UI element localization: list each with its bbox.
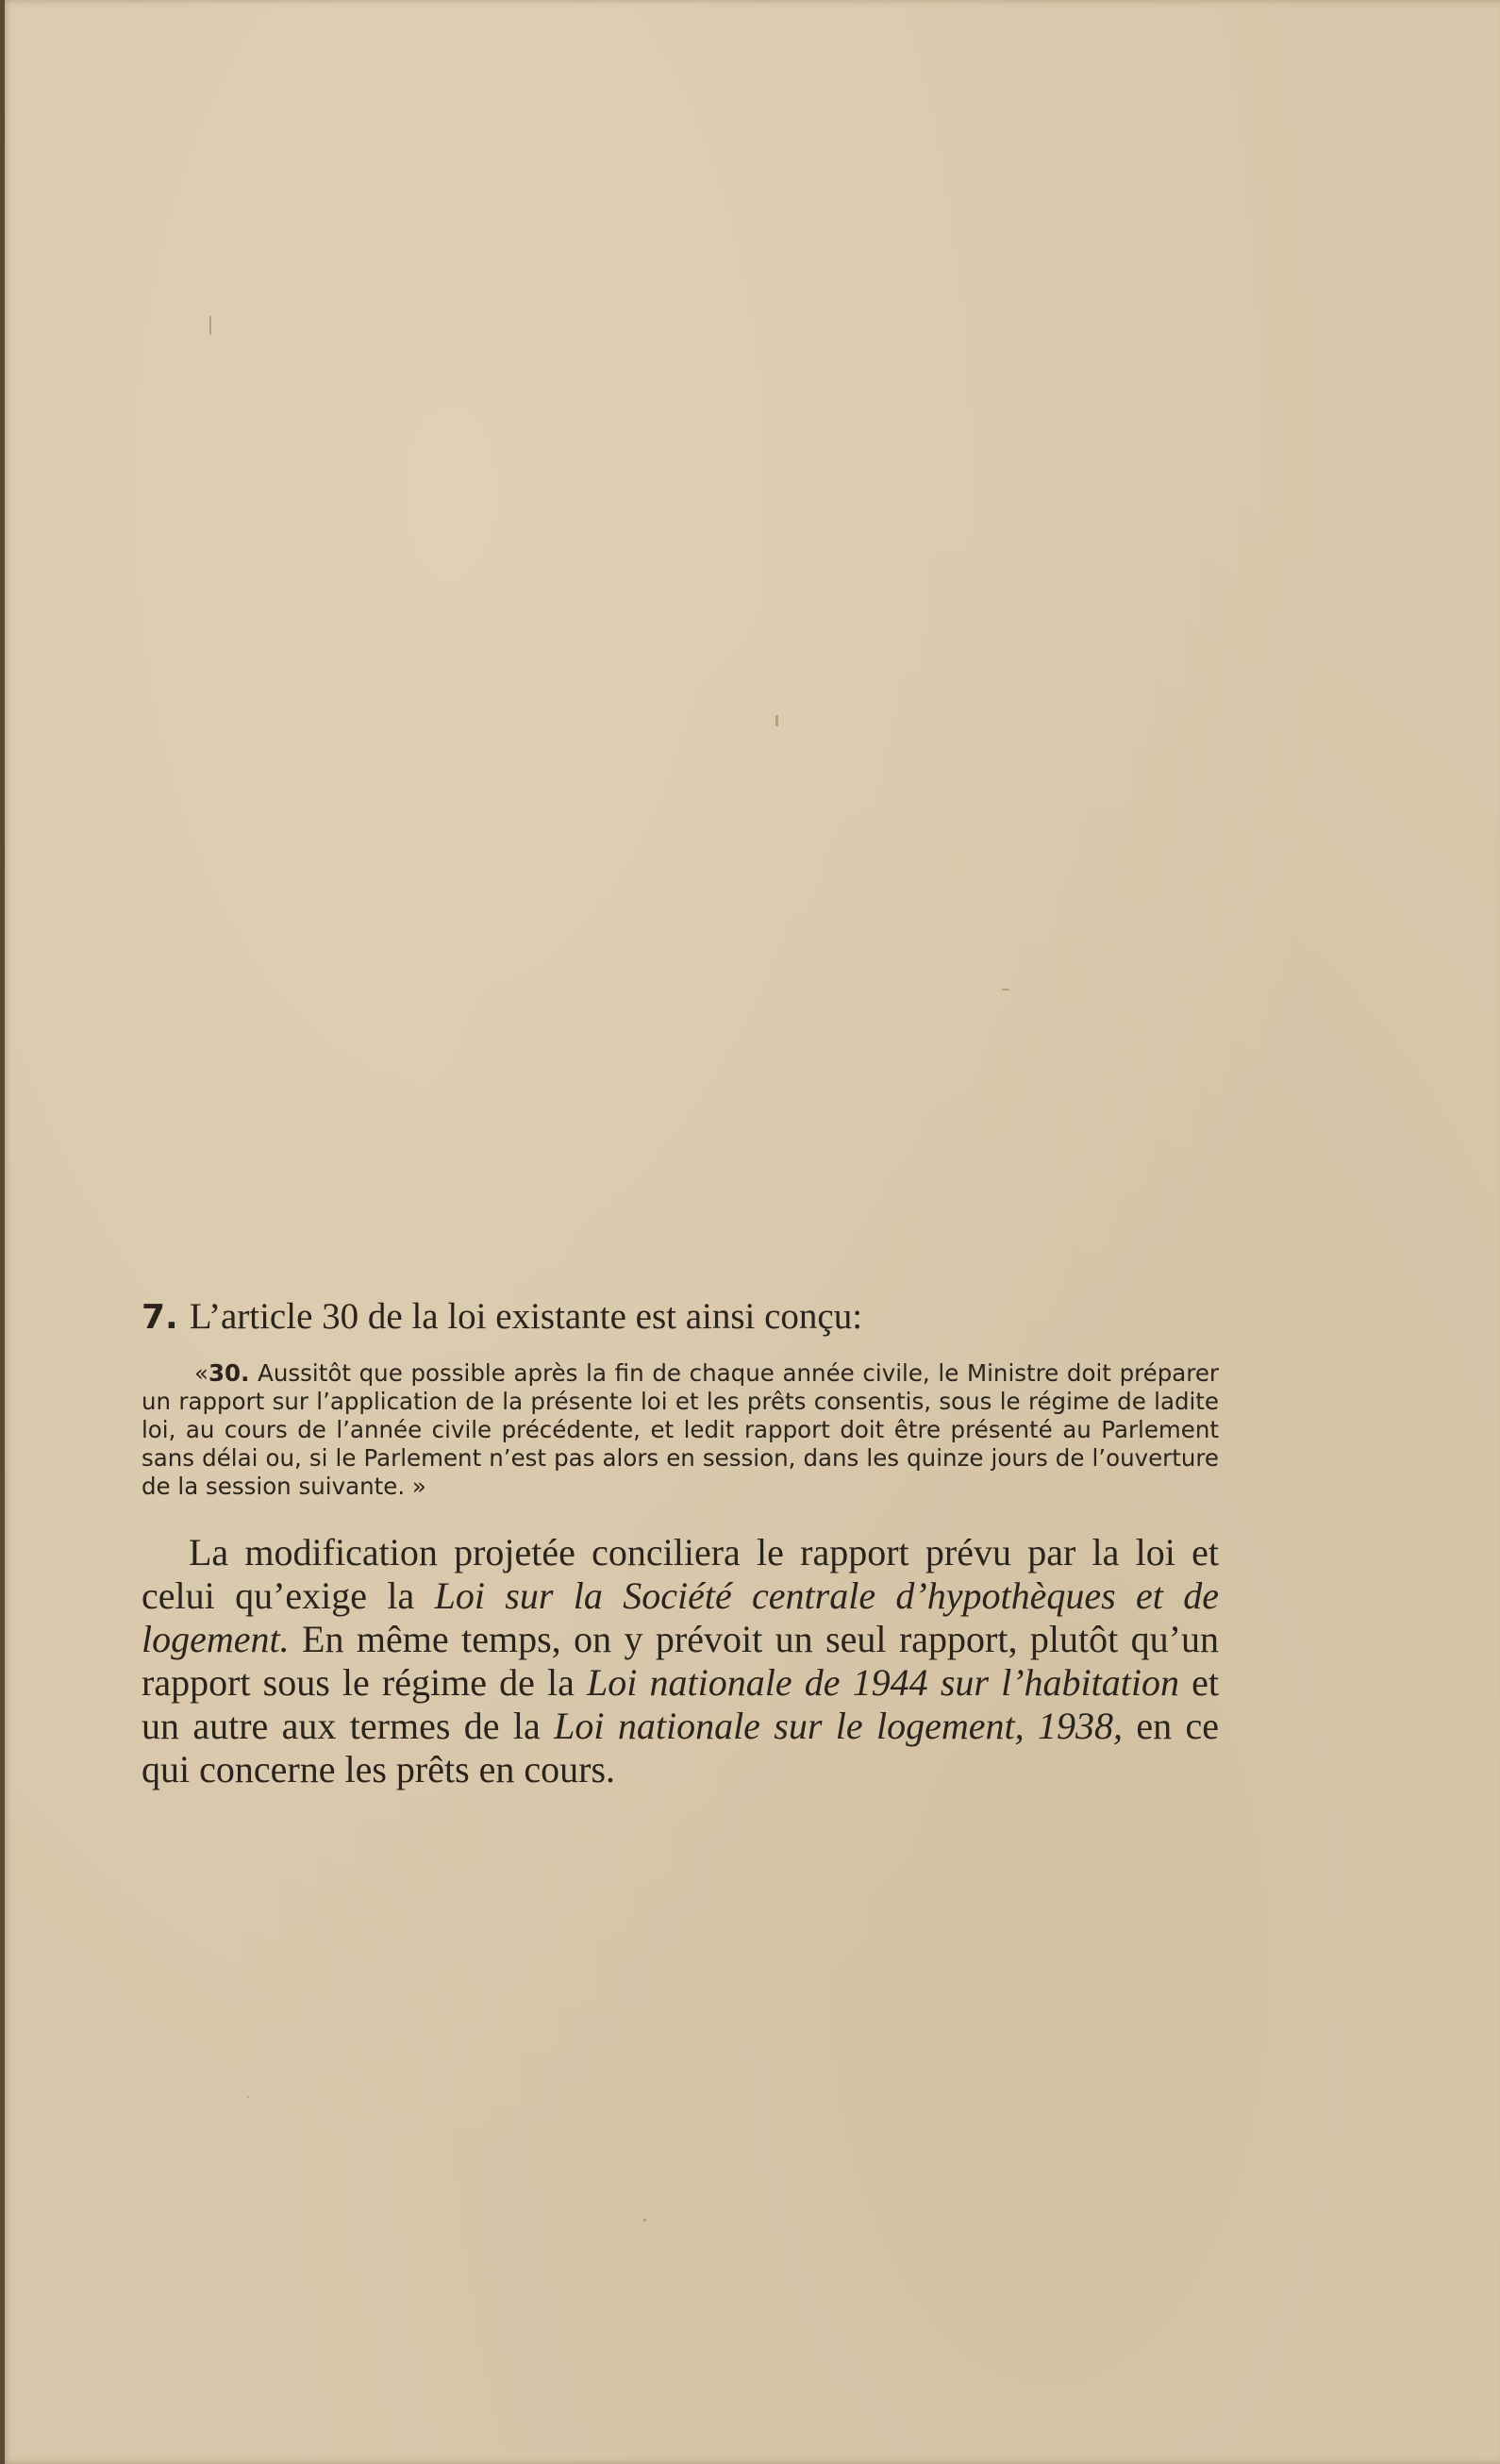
document-body [142,1292,1219,1791]
quote-open-mark: « [194,1359,208,1387]
section-number: 7. [142,1298,178,1337]
section-heading [142,1292,1219,1342]
paper-speck [775,715,778,726]
paragraph-italic-2: Loi nationale de 1944 sur l’habitation [587,1661,1179,1704]
quoted-article-number: 30. [208,1359,250,1387]
paper-speck [247,2096,249,2098]
paper-speck [1002,989,1009,991]
paragraph-text-2: En même temps, on y prévoit un seul rapport, plutôt qu’un rapport sous le régime de la [142,1618,1219,1704]
paper-speck [643,2219,646,2222]
page-binding-edge [0,0,5,2464]
paragraph-italic-3: Loi nationale sur le logement, 1938, [554,1705,1124,1747]
paragraph-text-4: en ce qui concerne les prêts en cours. [142,1705,1220,1790]
paper-speck [209,316,211,335]
paragraph-italic-1: Loi sur la Société centrale d’hypothèques et de logement. [142,1574,1220,1660]
section-heading-text: L’article 30 de la loi existante est ainsi conçu: [189,1296,863,1337]
paragraph-text-1: La modification projetée conciliera le rapport prévu par la loi et celui qu’exige la [142,1531,1219,1617]
quoted-article-text: Aussitôt que possible après la fin de chaque année civile, le Ministre doit préparer un rapport sur l’application de la présente loi et les prêts consentis, sous le régime de ladite loi, au cours de l’année civile précédente, et ledit rapport doit être présenté au Parlement sans délai ou, si le Parlement n’est pas alors en session, dans les quinze jours de l’ouverture de la session suivante. » [142,1359,1219,1500]
explanatory-paragraph [142,1531,1219,1791]
paragraph-text-3: et un autre aux termes de la [142,1661,1219,1747]
quoted-article [142,1359,1219,1501]
